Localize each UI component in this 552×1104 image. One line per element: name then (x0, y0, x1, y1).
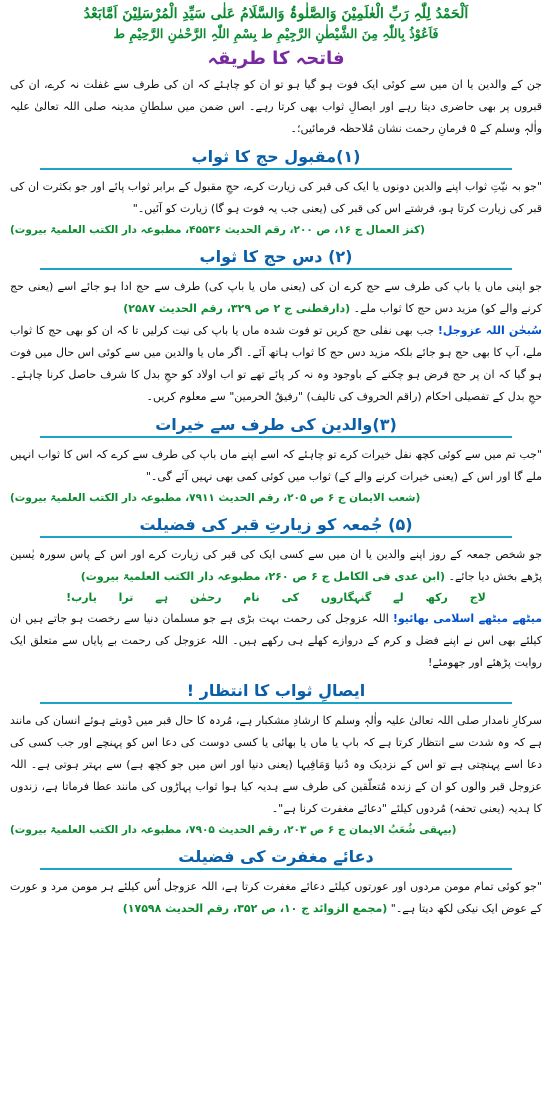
section-heading-isal (10, 680, 542, 706)
section-text-2b (10, 320, 542, 408)
section-heading-1 (10, 146, 542, 172)
heading-underline (40, 702, 512, 704)
section-text-2-body: جو اپنی ماں یا باپ کی طرف سے حج کرے ان کی (یعنی ماں یا باپ کی) طرف سے حج ادا ہو جائے اسے (یعنی حج کرنے والے کو) مزید دس حج کا ثواب ملے۔ (10, 280, 542, 315)
section-citation-isal: (بیہقی شُعَبُ الایمان ج ۶ ص ۲۰۳، رقم الحدیث ۷۹۰۵، مطبوعہ دار الکتب العلمیۃ بیروت) (10, 824, 457, 836)
heading-underline (40, 868, 512, 870)
section-text-5b (10, 608, 542, 674)
section-inline-ref-2: (دارقطنی ج ۲ ص ۳۲۹، رقم الحدیث ۲۵۸۷) (123, 302, 351, 315)
section-heading-dua (10, 846, 542, 872)
section-citation-3: (شعب الایمان ج ۶ ص ۲۰۵، رقم الحدیث ۷۹۱۱، مطبوعہ دار الکتب العلمیۃ بیروت) (10, 492, 421, 504)
poetry-couplet: لاج رکھ لے گنہگاروں کی نام رحمٰن ہے ترا یارب! (66, 591, 486, 604)
section-text-3: "جب تم میں سے کوئی کچھ نفل خیرات کرے تو چاہئے کہ اسے اپنے ماں باپ کی طرف سے کرے کہ اس کا ثواب انہیں ملے گا اور اس کے (یعنی خیرات کرنے والے کے) ثواب میں کوئی کمی بھی نہیں آئے گی۔" (10, 448, 542, 483)
section-title-1: (۱)مقبول حج کا ثواب (184, 146, 369, 168)
section-inline-ref-dua: (مجمع الزوائد ج ۱۰، ص ۳۵۲، رقم الحدیث ۱۷۵۹۸) (122, 902, 388, 915)
heading-underline (40, 436, 512, 438)
section-title-3: (۳)والدین کی طرف سے خیرات (147, 414, 405, 436)
heading-underline (40, 536, 512, 538)
intro-paragraph: جن کے والدین یا ان میں سے کوئی ایک فوت ہو گیا ہو تو ان کو چاہئے کہ ان کی طرف سے غفلت نہ کرے، ان کی قبروں پر بھی حاضری دیتا رہے اور ایصالِ ثواب بھی کرتا رہے۔ اس ضمن میں سلطانِ مدینہ صلی اللہ تعالیٰ علیہ واٰلہٖ وسلم کے ۵ فرمانِ رحمت نشان مُلاحظہ فرمائیں؛۔ (10, 78, 542, 135)
section-text-2b-body: جب بھی نفلی حج کریں تو فوت شدہ ماں یا باپ کی نیت کرلیں تا کہ ان کو بھی حج کا ثواب ملے، آپ کا بھی حج ہو جائے بلکہ مزید دس حج کا ثواب ہاتھ آئے۔ اگر ماں یا والدین میں سے کوئی اس حال میں فوت ہو گیا کہ ان پر حج فرض ہو چکنے کے باوجود وہ نہ کر پائے تھے تو اب اولاد کو حجِ بدل کا شرف حاصل کرنا چاہئے۔ حجِ بدل کے تفصیلی احکام (راقم الحروف کی تالیف) "رفیقُ الحرمین" سے معلوم کریں۔ (10, 324, 542, 403)
section-text-5b-body: اللہ عزوجل کی رحمت بہت بڑی ہے جو مسلمان دنیا سے رخصت ہو جاتے ہیں ان کیلئے بھی اس نے اپنے فضل و کرم کے دروازے کھلے ہی رکھے ہیں۔ اللہ عزوجل کی رحمت بے پایاں سے متعلق ایک روایت پڑھئے اور جھومئے! (10, 612, 542, 669)
section-text-dua-body: "جو کوئی تمام مومن مردوں اور عورتوں کیلئے دعائے مغفرت کرتا ہے، اللہ عزوجل اُس کیلئے ہر مومن مرد و عورت کے عوض ایک نیکی لکھ دیتا ہے۔" (10, 880, 542, 915)
basmala-line: فَاَعُوْذُ بِاللّٰہِ مِنَ الشَّیْطٰنِ الرَّجِیْمِ ط بِسْمِ اللّٰہِ الرَّحْمٰنِ الرَّحِیْمِ ط (113, 26, 439, 41)
heading-underline (40, 168, 512, 170)
section-heading-2 (10, 246, 542, 272)
section-text-2 (10, 276, 542, 320)
section-text-dua (10, 876, 542, 920)
section-title-2: (۲) دس حج کا ثواب (192, 246, 361, 268)
page-title: فاتحہ کا طریقہ (207, 48, 345, 69)
section-title-dua: دعائے مغفرت کی فضیلت (170, 846, 381, 868)
section-heading-3 (10, 414, 542, 440)
subhanallah-lead: سُبحٰن اللہ عزوجل! (437, 324, 543, 337)
section-citation-1: (کنز العمال ج ۱۶، ص ۲۰۰، رقم الحدیث ۴۵۵۳۶، مطبوعہ دار الکتب العلمیۃ بیروت) (10, 224, 425, 236)
islami-bhaiyo-lead: میٹھے میٹھے اسلامی بھائیو! (392, 612, 543, 625)
section-text-1: "جو بہ نیّتِ ثواب اپنے والدین دونوں یا ایک کی قبر کی زیارت کرے، حجِ مقبول کے برابر ثواب پائے اور جو بکثرت ان کی قبر کی زیارت کرتا ہو، فرشتے اس کی قبر کی (یعنی جب یہ فوت ہو گا) زیارت کو آئیں۔" (10, 180, 542, 215)
section-title-5: (۵) جُمعہ کو زیارتِ قبر کی فضیلت (131, 514, 420, 536)
section-text-5-body: جو شخص جمعہ کے روز اپنے والدین یا ان میں سے کسی ایک کی قبر کی زیارت کرے اور اس کے پاس سورہ یٰسین پڑھے بخش دیا جائے۔ (10, 548, 542, 583)
section-heading-5 (10, 514, 542, 540)
section-title-isal: ایصالِ ثواب کا انتظار ! (179, 680, 373, 702)
section-text-isal: سرکارِ نامدار صلی اللہ تعالیٰ علیہ واٰلہٖ وسلم کا ارشادِ مشکبار ہے، مُردہ کا حال قبر میں ڈوبتے ہوئے انسان کی مانند ہے کہ وہ شدت سے انتظار کرتا ہے کہ باپ یا ماں یا بھائی یا کسی دوست کی دعا اس کو پہنچے اور جب کسی کی دعا اسے پہنچتی ہے تو اس کے نزدیک وہ دُنیا وَمَافِیہا (یعنی دنیا اور اس میں جو کچھ ہے) سے بہتر ہوتی ہے۔ اللہ عزوجل قبر والوں کو ان کے زندہ مُتعلّقین کی طرف سے ہدیہ کیا ہوا ثواب پہاڑوں کی مانند عطا فرماتا ہے، زندوں کا ہدیہ (یعنی تحفہ) مُردوں کیلئے "دعائے مغفرت کرنا ہے"۔ (10, 714, 542, 815)
hamd-line: اَلْحَمْدُ لِلّٰہِ رَبِّ الْعٰلَمِیْنَ وَالصَّلٰوۃُ وَالسَّلَامُ عَلٰی سَیِّدِ الْمُرْسَلِیْنَ اَمَّابَعْدُ (83, 6, 469, 22)
basmala-header (10, 4, 542, 44)
heading-underline (40, 268, 512, 270)
section-text-5 (10, 544, 542, 588)
section-inline-ref-5: (ابن عدی فی الکامل ج ۶ ص ۲۶۰، مطبوعہ دار الکتب العلمیۃ بیروت) (80, 570, 446, 583)
